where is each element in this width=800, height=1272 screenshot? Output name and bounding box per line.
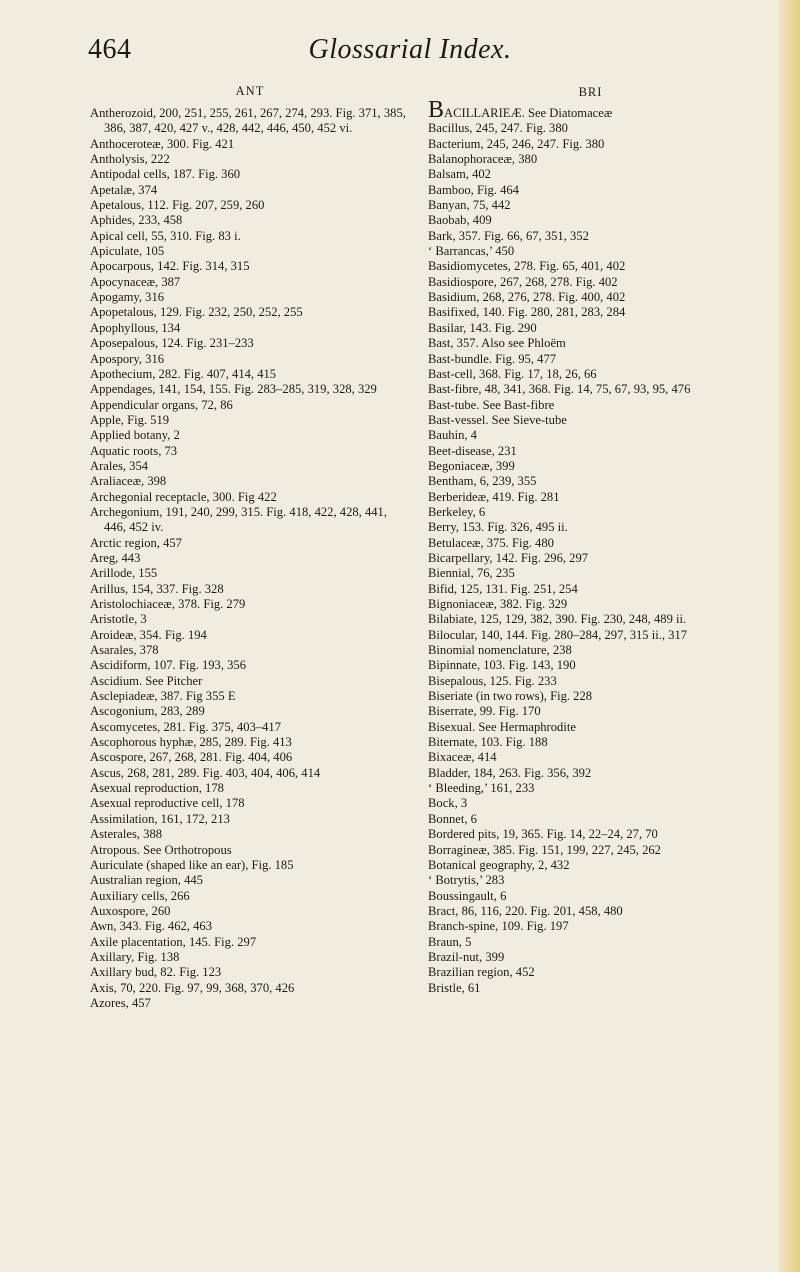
index-entry: Bisexual. See Hermaphrodite bbox=[428, 719, 576, 734]
index-entry: Auxiliary cells, 266 bbox=[90, 888, 190, 903]
index-entry: Bast-fibre, 48, 341, 368. Fig. 14, 75, 67, 93, 95, 476 bbox=[428, 382, 691, 397]
index-entry: Applied botany, 2 bbox=[90, 428, 180, 443]
index-entry: Banyan, 75, 442 bbox=[428, 198, 511, 213]
index-entry: Appendicular organs, 72, 86 bbox=[90, 397, 233, 412]
index-entry: Aphides, 233, 458 bbox=[90, 213, 183, 228]
index-entry: Asarales, 378 bbox=[90, 643, 159, 658]
index-entry: Brazil-nut, 399 bbox=[428, 949, 505, 964]
left-column bbox=[90, 84, 410, 1011]
index-entry: Antholysis, 222 bbox=[90, 152, 170, 167]
index-entry: Apocarpous, 142. Fig. 314, 315 bbox=[90, 259, 250, 274]
page-header bbox=[0, 34, 780, 74]
index-entry: Ascogonium, 283, 289 bbox=[90, 704, 205, 719]
index-entry: Bacterium, 245, 246, 247. Fig. 380 bbox=[428, 136, 605, 151]
index-entry: Apiculate, 105 bbox=[90, 244, 165, 259]
running-title: Glossarial Index. bbox=[308, 34, 512, 65]
index-entry: Apothecium, 282. Fig. 407, 414, 415 bbox=[90, 366, 277, 381]
index-entry: Bifid, 125, 131. Fig. 251, 254 bbox=[428, 581, 578, 596]
index-entry: Ascidium. See Pitcher bbox=[90, 673, 203, 688]
index-entry: Arillode, 155 bbox=[90, 566, 158, 581]
index-entry: Bonnet, 6 bbox=[428, 811, 477, 826]
index-entry: Bast-bundle. Fig. 95, 477 bbox=[428, 351, 557, 366]
index-entry: Bordered pits, 19, 365. Fig. 14, 22–24, 27, 70 bbox=[428, 827, 658, 842]
index-entry: Begoniaceæ, 399 bbox=[428, 458, 515, 473]
index-entry: Boussingault, 6 bbox=[428, 888, 507, 903]
index-entry: Ascophorous hyphæ, 285, 289. Fig. 413 bbox=[90, 735, 292, 750]
index-entry: Basidiospore, 267, 268, 278. Fig. 402 bbox=[428, 274, 618, 289]
index-entry: Aristotle, 3 bbox=[90, 612, 147, 627]
index-entry: Aquatic roots, 73 bbox=[90, 443, 178, 458]
index-entry: Axis, 70, 220. Fig. 97, 99, 368, 370, 426 bbox=[90, 980, 295, 995]
index-entry: Beet-disease, 231 bbox=[428, 443, 517, 458]
index-entry: Azores, 457 bbox=[90, 995, 151, 1010]
index-entry: Basidium, 268, 276, 278. Fig. 400, 402 bbox=[428, 290, 626, 305]
index-entry: Aposepalous, 124. Fig. 231–233 bbox=[90, 336, 254, 351]
index-entry: Basilar, 143. Fig. 290 bbox=[428, 320, 537, 335]
index-entry: Anthoceroteæ, 300. Fig. 421 bbox=[90, 136, 235, 151]
index-entry: Basidiomycetes, 278. Fig. 65, 401, 402 bbox=[428, 259, 626, 274]
index-entry: Betulaceæ, 375. Fig. 480 bbox=[428, 535, 554, 550]
index-entry: BACILLARIEÆ. See Diatomaceæ bbox=[428, 97, 613, 123]
index-entry: Bignoniaceæ, 382. Fig. 329 bbox=[428, 597, 568, 611]
index-entry: Auxospore, 260 bbox=[90, 903, 171, 918]
index-entry: Borragineæ, 385. Fig. 151, 199, 227, 245, 262 bbox=[428, 842, 661, 857]
index-entry: Arctic region, 457 bbox=[90, 535, 182, 550]
index-entry: Axillary, Fig. 138 bbox=[90, 949, 180, 964]
index-entry: Bamboo, Fig. 464 bbox=[428, 182, 519, 197]
index-entry: Apical cell, 55, 310. Fig. 83 i. bbox=[90, 228, 241, 243]
index-entry: Braun, 5 bbox=[428, 934, 472, 949]
index-entry: Apocynaceæ, 387 bbox=[90, 274, 181, 289]
index-entry: Arillus, 154, 337. Fig. 328 bbox=[90, 581, 224, 596]
index-entry: Apple, Fig. 519 bbox=[90, 412, 170, 427]
index-entry: Asterales, 388 bbox=[90, 827, 163, 842]
index-entry: Brazilian region, 452 bbox=[428, 965, 535, 980]
index-entry: Apopetalous, 129. Fig. 232, 250, 252, 255 bbox=[90, 305, 303, 320]
index-entry: Aroideæ, 354. Fig. 194 bbox=[90, 627, 207, 642]
index-entry: Aristolochiaceæ, 378. Fig. 279 bbox=[90, 597, 246, 611]
index-entry: Bast-cell, 368. Fig. 17, 18, 26, 66 bbox=[428, 366, 597, 381]
index-entry: Australian region, 445 bbox=[90, 873, 203, 888]
index-entry: Ascus, 268, 281, 289. Fig. 403, 404, 406, 414 bbox=[90, 765, 321, 780]
index-entry: Bark, 357. Fig. 66, 67, 351, 352 bbox=[428, 228, 589, 243]
column-heading-right: BRI bbox=[578, 85, 603, 99]
index-entry: Apetalæ, 374 bbox=[90, 182, 158, 197]
index-entry: Bixaceæ, 414 bbox=[428, 750, 497, 765]
index-entry: Antherozoid, 200, 251, 255, 261, 267, 274, 293. Fig. 371, 385, 386, 387, 420, 427 v., 428, 442, 446, 450, 452 vi. bbox=[90, 106, 406, 136]
index-entry: Auriculate (shaped like an ear), Fig. 185 bbox=[90, 857, 294, 872]
index-entry: Archegonial receptacle, 300. Fig 422 bbox=[90, 489, 277, 504]
index-entry: Bilabiate, 125, 129, 382, 390. Fig. 230, 248, 489 ii. bbox=[428, 612, 687, 627]
index-entry: Bisepalous, 125. Fig. 233 bbox=[428, 673, 557, 688]
index-entry: Biseriate (in two rows), Fig. 228 bbox=[428, 689, 593, 704]
index-entry: Apospory, 316 bbox=[90, 351, 165, 366]
index-entry: Bipinnate, 103. Fig. 143, 190 bbox=[428, 658, 576, 673]
index-entry: Biennial, 76, 235 bbox=[428, 566, 515, 581]
index-entry: Berkeley, 6 bbox=[428, 504, 486, 519]
index-entry: Bast-tube. See Bast-fibre bbox=[428, 397, 555, 412]
page-edge bbox=[778, 0, 800, 1272]
index-entry: Awn, 343. Fig. 462, 463 bbox=[90, 919, 212, 934]
index-entry: Bock, 3 bbox=[428, 796, 468, 811]
index-entry: Asexual reproductive cell, 178 bbox=[90, 796, 245, 811]
index-entries-right bbox=[428, 97, 753, 996]
index-entry: Berry, 153. Fig. 326, 495 ii. bbox=[428, 520, 568, 535]
index-entry: Binomial nomenclature, 238 bbox=[428, 643, 572, 658]
index-entry: Bentham, 6, 239, 355 bbox=[428, 474, 537, 489]
index-entry: Assimilation, 161, 172, 213 bbox=[90, 811, 230, 826]
index-entry: Branch-spine, 109. Fig. 197 bbox=[428, 919, 569, 934]
index-entry: Atropous. See Orthotropous bbox=[90, 842, 232, 857]
index-entry: Bract, 86, 116, 220. Fig. 201, 458, 480 bbox=[428, 903, 623, 918]
right-column bbox=[428, 84, 753, 996]
index-entry: Bast-vessel. See Sieve-tube bbox=[428, 412, 567, 427]
index-entry: ‘ Barrancas,’ 450 bbox=[428, 244, 515, 259]
index-entry: Berberideæ, 419. Fig. 281 bbox=[428, 489, 560, 504]
index-entry: ‘ Bleeding,’ 161, 233 bbox=[428, 781, 535, 796]
index-entry: ‘ Botrytis,’ 283 bbox=[428, 873, 505, 888]
index-entry: Archegonium, 191, 240, 299, 315. Fig. 418, 422, 428, 441, 446, 452 iv. bbox=[90, 504, 387, 535]
page-number: 464 bbox=[88, 34, 132, 65]
index-entry: Asexual reproduction, 178 bbox=[90, 781, 224, 796]
index-entry: Balanophoraceæ, 380 bbox=[428, 152, 538, 167]
index-entry: Appendages, 141, 154, 155. Fig. 283–285, 319, 328, 329 bbox=[90, 382, 377, 397]
index-entry: Bilocular, 140, 144. Fig. 280–284, 297, 315 ii., 317 bbox=[428, 627, 688, 642]
index-entry: Bast, 357. Also see Phloëm bbox=[428, 336, 566, 351]
index-entry: Arales, 354 bbox=[90, 458, 149, 473]
index-entry: Apogamy, 316 bbox=[90, 290, 165, 305]
index-entry: Axile placentation, 145. Fig. 297 bbox=[90, 934, 257, 949]
index-entry: Ascomycetes, 281. Fig. 375, 403–417 bbox=[90, 719, 281, 734]
index-entry: Biternate, 103. Fig. 188 bbox=[428, 735, 548, 750]
index-entry: Bacillus, 245, 247. Fig. 380 bbox=[428, 121, 568, 136]
index-entries-left bbox=[90, 106, 410, 1011]
index-entry: Baobab, 409 bbox=[428, 213, 492, 228]
index-entry: Areg, 443 bbox=[90, 550, 141, 565]
index-entry: Balsam, 402 bbox=[428, 167, 491, 182]
index-entry: Bicarpellary, 142. Fig. 296, 297 bbox=[428, 550, 589, 565]
index-entry: Apophyllous, 134 bbox=[90, 320, 181, 335]
index-entry: Axillary bud, 82. Fig. 123 bbox=[90, 965, 222, 980]
index-entry: Antipodal cells, 187. Fig. 360 bbox=[90, 167, 241, 182]
index-entry: Ascidiform, 107. Fig. 193, 356 bbox=[90, 658, 247, 673]
index-entry: Botanical geography, 2, 432 bbox=[428, 857, 570, 872]
column-heading-left: ANT bbox=[235, 84, 265, 98]
index-entry: Araliaceæ, 398 bbox=[90, 474, 167, 489]
index-entry: Apetalous, 112. Fig. 207, 259, 260 bbox=[90, 198, 265, 213]
index-entry: Ascospore, 267, 268, 281. Fig. 404, 406 bbox=[90, 750, 293, 765]
index-entry: Basifixed, 140. Fig. 280, 281, 283, 284 bbox=[428, 305, 626, 320]
index-entry: Bauhin, 4 bbox=[428, 428, 477, 443]
index-entry: Bristle, 61 bbox=[428, 980, 481, 995]
index-entry: Biserrate, 99. Fig. 170 bbox=[428, 704, 541, 719]
index-entry: Bladder, 184, 263. Fig. 356, 392 bbox=[428, 765, 592, 780]
index-entry: Asclepiadeæ, 387. Fig 355 E bbox=[90, 689, 236, 704]
